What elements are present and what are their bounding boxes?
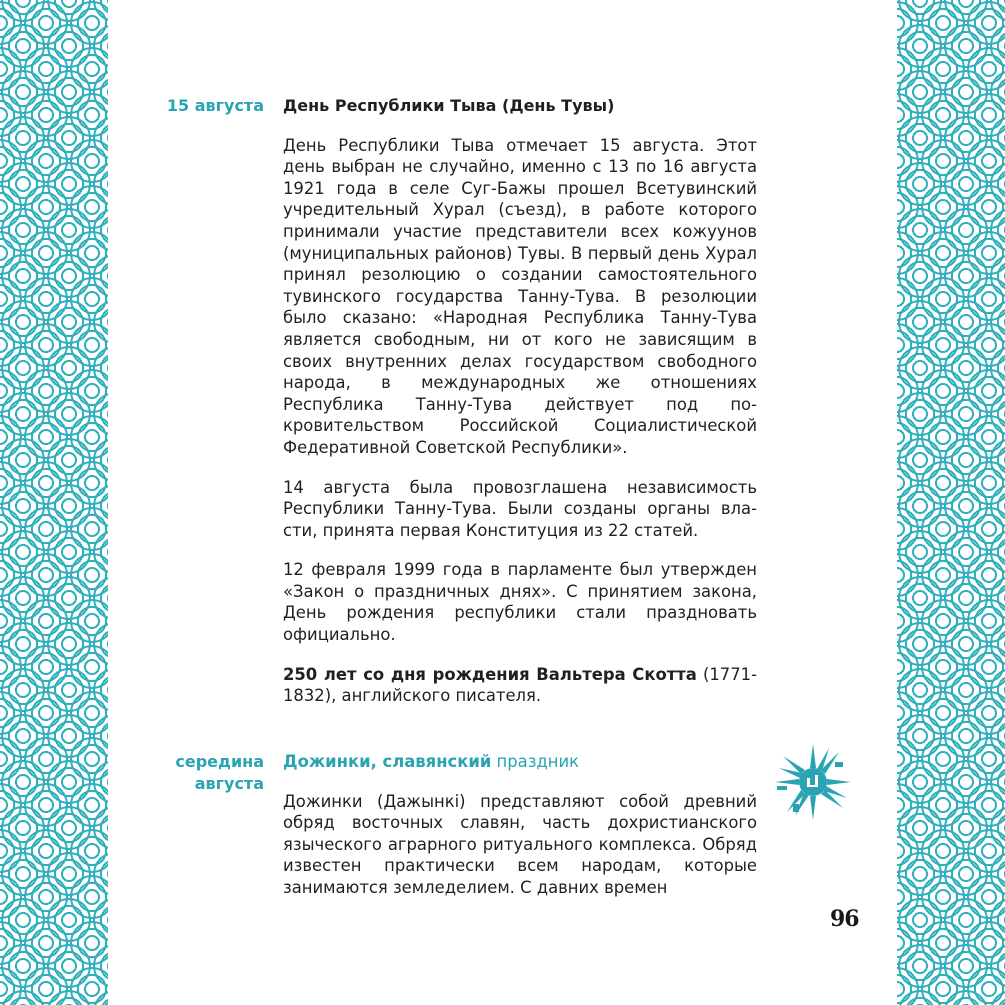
anniversary-title: 250 лет со дня рождения Вальтера Скотта [283,664,697,684]
date-label-15-august: 15 августа [166,96,264,115]
anniversary-note [283,664,757,707]
date-line-2: августа [194,774,264,793]
ornament-border-left [0,0,108,1005]
section-title-bold: Дожинки, славянский [283,752,492,771]
section-title-light: праздник [491,752,580,771]
section-title: День Республики Тыва (День Тувы) [283,96,615,115]
paragraph: Дожинки (Дажынкі) представляют собой древний обряд восточных славян, часть дохристианского языческого аграрного ритуального комплекса. Обряд известен практически всем народам, которые занимаются земледелием. С давних времен [283,791,757,897]
date-line-1: середина [175,752,264,771]
section-title [283,751,757,773]
anniversary-dates: (1771-1832), английского писателя. [283,664,758,706]
page-number: 96 [830,906,859,932]
paragraph: 12 февраля 1999 года в парламенте был утвержден «Закон о праздничных днях». С принятием закона, День рождения республики стали праздновать официально. [283,560,757,645]
section-republic-day [283,95,757,707]
sun-burst-icon [773,742,853,822]
paragraph: 14 августа была провозглашена независимость Республики Танну-Тува. Были созданы органы власти, принята первая Конституция из 22 статей. [283,477,757,540]
ornament-border-right [897,0,1005,1005]
paragraph: День Республики Тыва отмечает 15 августа. Этот день выбран не случайно, именно с 13 по 16 августа 1921 года в селе Суг-Бажы прошел Всетувинский учредительный Хурал (съезд), в работе которого принимали участие представители всех кожуунов (муниципальных районов) Тувы. В первый день Хурал принял резолюцию о создании самостоятельного тувинского государства Танну-Тува. В резолюции было сказано: «Народная Республика Танну-Тува является свободным, ни от кого не зависящим в своих внутренних делах государством свободного народа, в международных же отношениях Республика Танну-Тува действует под покровительством Российской Социалистической Федеративной Советской Республики». [283,135,757,457]
section-dozhinki [283,751,757,899]
date-label-mid-august [94,751,264,795]
